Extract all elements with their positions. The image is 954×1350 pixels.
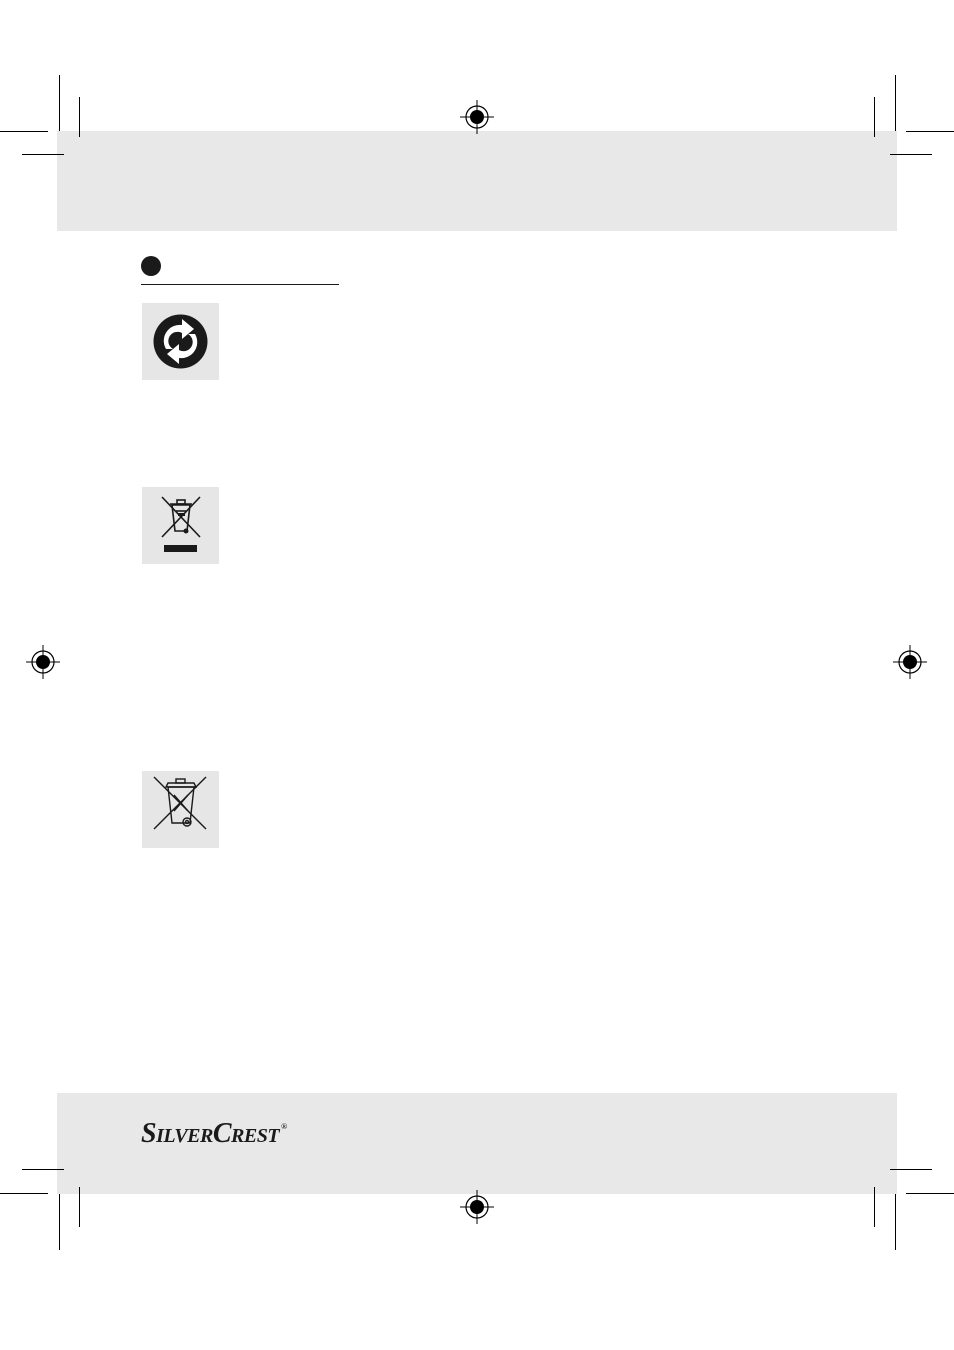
logo-text-ilver: ILVER bbox=[156, 1125, 213, 1147]
silvercrest-logo bbox=[141, 1118, 285, 1158]
crop-mark bbox=[874, 97, 875, 137]
section-bullet bbox=[141, 256, 161, 276]
registration-mark-icon bbox=[893, 645, 927, 679]
logo-letter-c: C bbox=[212, 1118, 232, 1149]
crop-mark bbox=[874, 1187, 875, 1227]
crop-mark bbox=[79, 1187, 80, 1227]
crop-mark bbox=[890, 1169, 932, 1170]
crop-mark bbox=[59, 1194, 60, 1250]
header-band bbox=[57, 131, 897, 231]
crop-mark bbox=[59, 75, 60, 131]
crossed-out-wheelie-bin-icon bbox=[142, 771, 219, 848]
crop-mark bbox=[906, 131, 954, 132]
section-heading-rule bbox=[141, 284, 339, 285]
crop-mark bbox=[895, 1194, 896, 1250]
crop-mark bbox=[0, 131, 48, 132]
logo-text-rest: REST bbox=[231, 1125, 280, 1147]
crop-mark bbox=[895, 75, 896, 131]
registered-mark: ® bbox=[281, 1122, 287, 1131]
crop-mark bbox=[0, 1193, 48, 1194]
crossed-out-bin-battery-icon bbox=[142, 487, 219, 564]
crop-mark bbox=[906, 1193, 954, 1194]
registration-mark-icon bbox=[460, 100, 494, 134]
crop-mark bbox=[22, 1169, 64, 1170]
crop-mark bbox=[79, 97, 80, 137]
registration-mark-icon bbox=[26, 645, 60, 679]
crop-mark bbox=[890, 154, 932, 155]
registration-mark-icon bbox=[460, 1190, 494, 1224]
logo-letter-s: S bbox=[141, 1118, 157, 1149]
crop-mark bbox=[22, 154, 64, 155]
green-dot-recycling-icon bbox=[142, 303, 219, 380]
